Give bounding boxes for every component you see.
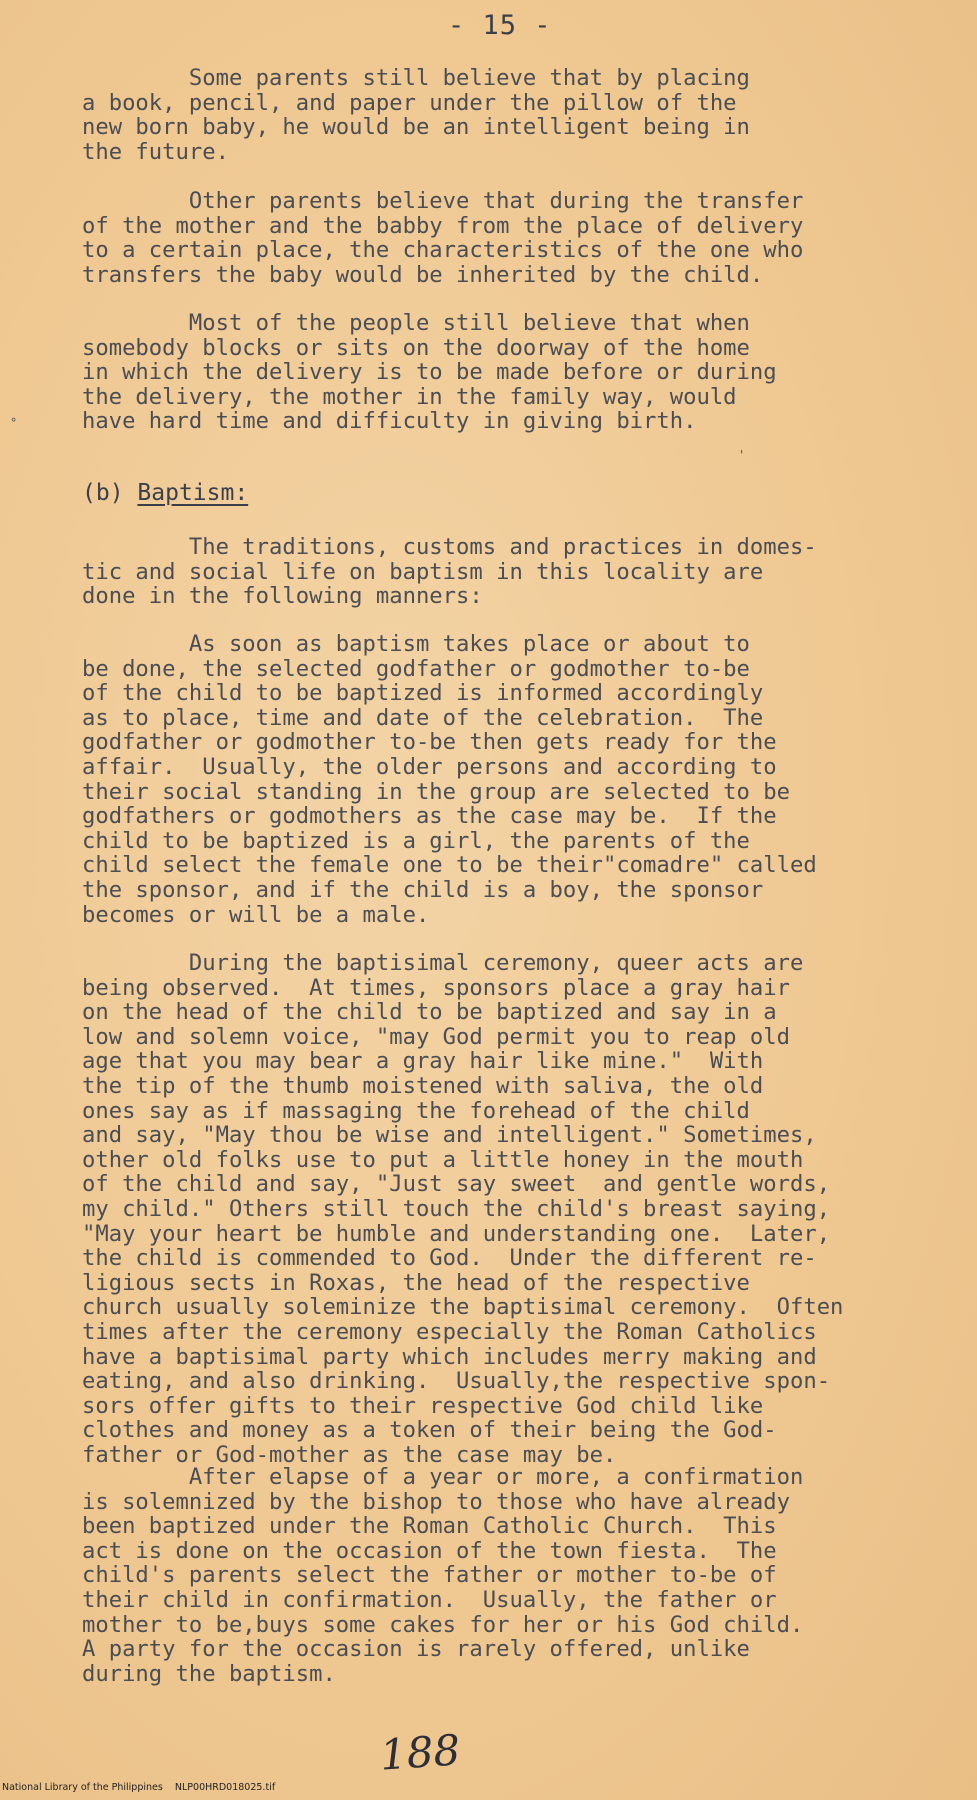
section-heading-baptism bbox=[82, 480, 248, 506]
handwritten-page-number: 188 bbox=[378, 1725, 462, 1780]
section-title: Baptism: bbox=[137, 480, 249, 506]
paragraph-newborn-pillow: Some parents still believe that by placing a book, pencil, and paper under the pillow of the new born baby, he would be an intelligent being in the future. bbox=[82, 65, 750, 165]
paragraph-baptismal-ceremony: During the baptisimal ceremony, queer acts are being observed. At times, sponsors place a gray hair on the head of the child to be baptized and say in a low and solemn voice, "may God permit you to reap old age that you may bear a gray hair like mine." With the tip of the thumb moistened with saliva, the old ones say as if massaging the forehead of the child and say, "May thou be wise and intelligent." Sometimes, other old folks use to put a little honey in the mouth of the child and say, "Just say sweet and gentle words, my child." Others still touch the child's breast saying, "May your heart be humble and understanding one. Later, the child is commended to God. Under the different re- ligious sects in Roxas, the head of the respective church usually soleminize the baptisimal ceremony. Often times after the ceremony especially the Roman Catholics have a baptisimal party which includes merry making and eating, and also drinking. Usually,the respective spon- sors offer gifts to their respective God child like clothes and money as a token of their being the God- father or God-mother as the case may be. bbox=[82, 950, 844, 1468]
paragraph-transfer-belief: Other parents believe that during the transfer of the mother and the babby from the place of delivery to a certain place, the characteristics of the one who transfers the baby would be inherited by the child. bbox=[82, 188, 804, 288]
paragraph-traditions-intro: The traditions, customs and practices in domes- tic and social life on baptism in this locality are done in the following manners: bbox=[82, 534, 817, 610]
margin-tick-mark: ' bbox=[738, 448, 746, 462]
archive-footer-stamp: National Library of the Philippines NLP00HRD018025.tif bbox=[2, 1782, 276, 1793]
page-number: - 15 - bbox=[448, 10, 552, 41]
section-label: (b) bbox=[82, 480, 124, 506]
paragraph-doorway-belief: Most of the people still believe that when somebody blocks or sits on the doorway of the home in which the delivery is to be made before or during the delivery, the mother in the family way, would have hard time and difficulty in giving birth. bbox=[82, 310, 777, 435]
paragraph-confirmation: After elapse of a year or more, a confirmation is solemnized by the bishop to those who have already been baptized under the Roman Catholic Church. This act is done on the occasion of the town fiesta. The child's parents select the father or mother to-be of their child in confirmation. Usually, the father or mother to be,buys some cakes for her or his God child. A party for the occasion is rarely offered, unlike during the baptism. bbox=[82, 1464, 804, 1687]
paragraph-godparent-selection: As soon as baptism takes place or about to be done, the selected godfather or godmother to-be of the child to be baptized is informed accordingly as to place, time and date of the celebration. The godfather or godmother to-be then gets ready for the affair. Usually, the older persons and according to their social standing in the group are selected to be godfathers or godmothers as the case may be. If the child to be baptized is a girl, the parents of the child select the female one to be their"comadre" called the sponsor, and if the child is a boy, the sponsor becomes or will be a male. bbox=[82, 631, 817, 928]
margin-dot-mark: ° bbox=[10, 416, 18, 430]
